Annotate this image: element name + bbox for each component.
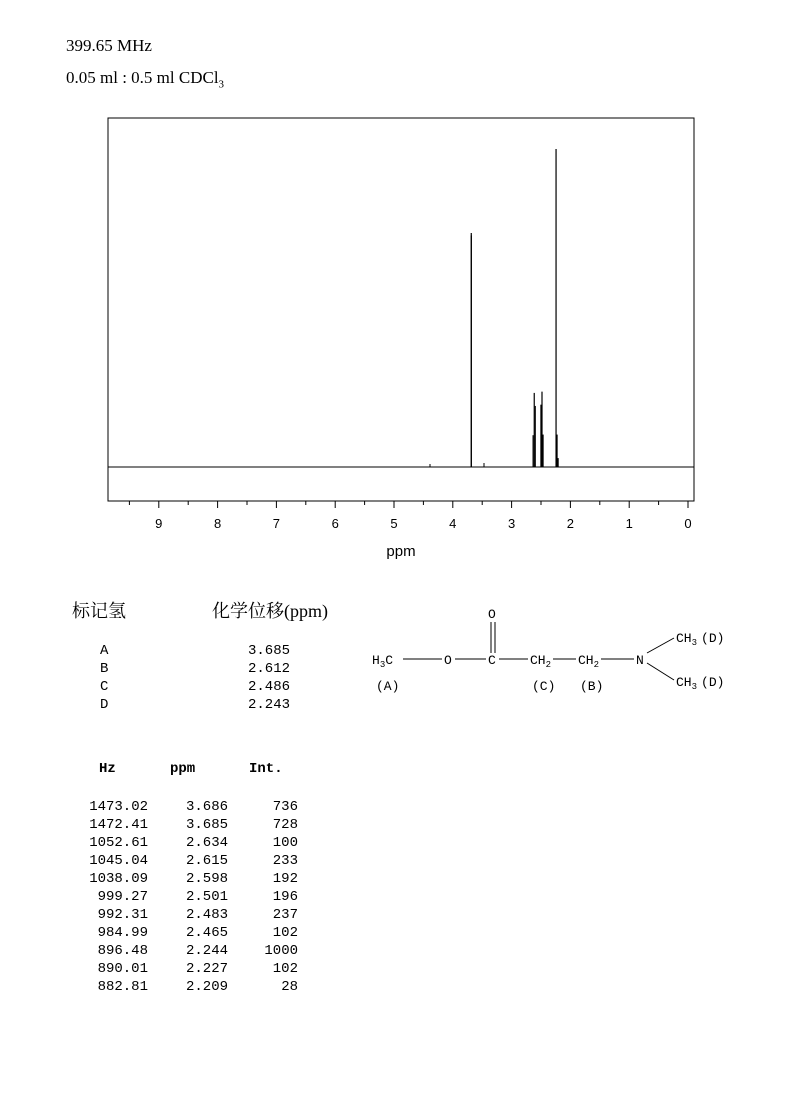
peak-table-row (76, 943, 298, 959)
peak-table-row (76, 961, 298, 977)
peak-ppm: 2.501 (185, 889, 228, 905)
spectrometer-frequency: 399.65 MHz (66, 36, 152, 55)
x-tick-label: 3 (507, 516, 516, 531)
methylene-c: $CH_2$ (530, 653, 552, 670)
x-tick-label: 6 (331, 516, 339, 531)
assignment-shift: 3.685 (247, 643, 290, 659)
bond (647, 638, 674, 653)
peak-table-row (76, 817, 298, 833)
peak-int: 28 (281, 979, 298, 995)
peak-ppm: 3.686 (185, 799, 228, 815)
peak-hz: 984.99 (97, 925, 148, 941)
peak-ppm: 2.227 (185, 961, 228, 977)
x-tick-label: 4 (449, 516, 457, 531)
spectrum-peaks (471, 149, 558, 467)
nitrogen: N (636, 653, 644, 668)
methyl-h3c: $H_3C$ (372, 653, 394, 670)
assignment-shift: 2.612 (247, 661, 290, 677)
assignment-shift: 2.486 (247, 679, 290, 695)
peak-ppm: 2.615 (185, 853, 228, 869)
ester-oxygen: O (444, 653, 452, 668)
peak-ppm: 3.685 (185, 817, 228, 833)
x-tick-label: 1 (625, 516, 633, 531)
peak-hz: 1052.61 (89, 835, 148, 851)
peak-hz: 1472.41 (89, 817, 148, 833)
assignment-header-hydrogen: 标记氢 (72, 601, 126, 621)
peak-hz: 1473.02 (89, 799, 148, 815)
assignment-row (100, 679, 290, 695)
x-axis-ticks (129, 501, 688, 508)
peak-ppm: 2.465 (185, 925, 228, 941)
x-axis-tick-labels (155, 516, 691, 531)
peak-table-row (76, 889, 298, 905)
peak-table-header-hz: Hz (99, 761, 116, 777)
peak-hz: 1038.09 (89, 871, 148, 887)
peak-int: 237 (272, 907, 298, 923)
peak-int: 196 (272, 889, 298, 905)
assignment-row (100, 643, 290, 659)
peak-hz: 896.48 (97, 943, 148, 959)
peak-ppm: 2.244 (185, 943, 228, 959)
assignment-row (100, 697, 290, 713)
assignment-label: C (100, 679, 109, 695)
assignment-header-shift: 化学位移(ppm) (212, 601, 328, 621)
label-c: (C) (532, 679, 556, 694)
peak-ppm: 2.598 (185, 871, 228, 887)
label-a: (A) (376, 679, 400, 694)
x-tick-label: 7 (272, 516, 281, 531)
minor-peaks (430, 463, 484, 467)
x-tick-label: 0 (684, 516, 692, 531)
peak-int: 233 (272, 853, 298, 869)
assignment-label: B (100, 661, 109, 677)
peak-table-row (76, 925, 298, 941)
n-methyl-top: $CH_3$ (D) (676, 631, 725, 648)
peak-hz: 882.81 (97, 979, 148, 995)
n-methyl-bottom: $CH_3$ (D) (676, 675, 725, 692)
x-axis-label: ppm (386, 543, 416, 560)
peak-hz: 890.01 (97, 961, 148, 977)
assignment-shift: 2.243 (247, 697, 290, 713)
carbonyl-oxygen: O (488, 607, 496, 622)
peak-int: 102 (272, 925, 298, 941)
methylene-b: $CH_2$ (578, 653, 600, 670)
solvent-text: 0.05 ml : 0.5 ml CDCl (66, 68, 219, 87)
peak-int: 192 (272, 871, 298, 887)
peak-int: 736 (272, 799, 298, 815)
peak-int: 1000 (264, 943, 298, 959)
peak-table-row (76, 979, 298, 995)
peak-table-header-ppm: ppm (170, 761, 196, 777)
assignment-label: A (100, 643, 109, 659)
peak-hz: 1045.04 (89, 853, 148, 869)
label-b: (B) (580, 679, 604, 694)
plot-frame (108, 118, 694, 501)
x-tick-label: 9 (155, 516, 163, 531)
bonds (403, 622, 674, 680)
peak-ppm: 2.209 (185, 979, 228, 995)
peak-table-row (76, 835, 298, 851)
molecule-structure (360, 600, 760, 700)
peak-table-row (76, 871, 298, 887)
peak-table-header-int: Int. (249, 761, 283, 777)
peak-ppm: 2.483 (185, 907, 228, 923)
solvent-subscript: 3 (218, 78, 225, 91)
carbonyl-carbon: C (488, 653, 496, 668)
x-tick-label: 8 (213, 516, 222, 531)
peak-table-row (76, 907, 298, 923)
x-tick-label: 2 (566, 516, 575, 531)
peak-int: 100 (272, 835, 298, 851)
x-tick-label: 5 (390, 516, 398, 531)
peak-table-row (76, 853, 298, 869)
peak-int: 102 (272, 961, 298, 977)
peak-hz: 999.27 (97, 889, 148, 905)
peak-table-row (76, 799, 298, 815)
peak-hz: 992.31 (97, 907, 148, 923)
assignment-label: D (100, 697, 109, 713)
assignment-row (100, 661, 290, 677)
peak-ppm: 2.634 (185, 835, 228, 851)
bond (647, 663, 674, 680)
peak-int: 728 (272, 817, 298, 833)
